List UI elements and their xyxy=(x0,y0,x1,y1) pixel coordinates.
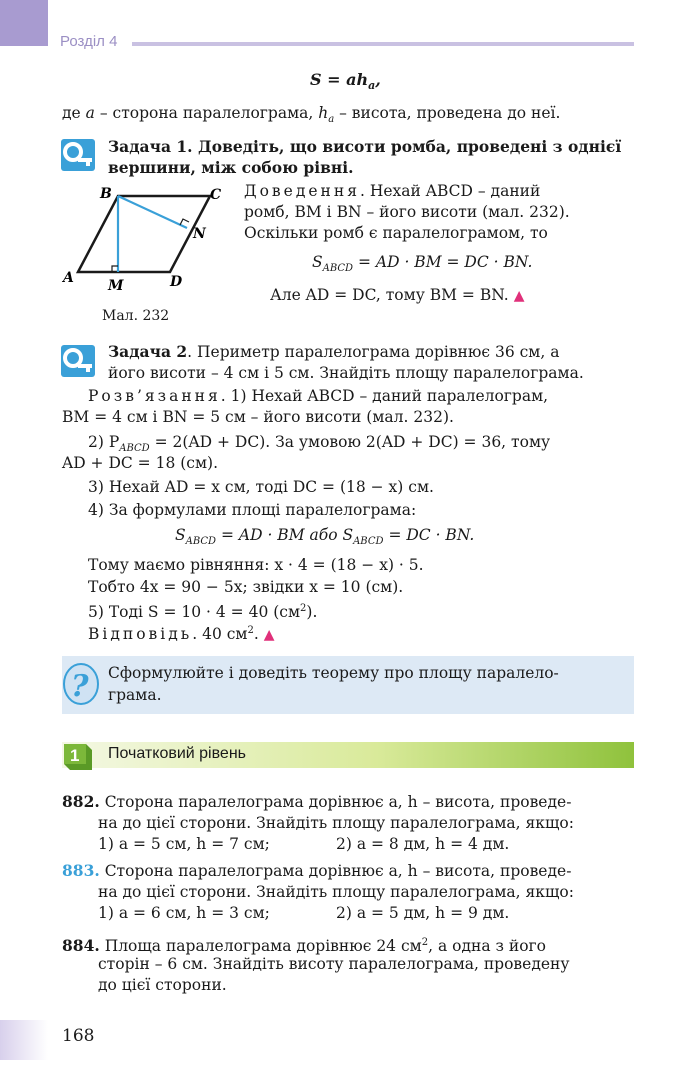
page-number: 168 xyxy=(62,1026,95,1046)
proof-line-2: ромб, BM і BN – його висоти (мал. 232). xyxy=(244,203,570,221)
solution-step: Тобто 4x = 90 − 5x; звідки x = 10 (см). xyxy=(88,578,404,596)
level-title: Початковий рівень xyxy=(108,745,246,762)
vertex-label-c: C xyxy=(210,187,222,203)
proof-formula: $S_{ABCD}$ = AD · BM = DC · BN. xyxy=(312,253,533,275)
figure-caption: Мал. 232 xyxy=(102,308,170,324)
svg-text:?: ? xyxy=(71,669,89,704)
point-label-n: N xyxy=(193,226,206,242)
solution-line-3: 3) Нехай AD = x см, тоді DC = (18 − x) см. xyxy=(88,478,434,496)
solution-line-2b: AD + DC = 18 (см). xyxy=(62,454,218,472)
vertex-label-b: B xyxy=(100,186,112,202)
solution-line-1: Розв’язання. 1) Нехай ABCD – даний паралелограм, xyxy=(88,387,549,405)
svg-text:1: 1 xyxy=(70,746,80,765)
rhombus-figure xyxy=(60,182,235,297)
section-title: Розділ 4 xyxy=(60,33,118,50)
problem-883-line2: на до цієї сторони. Знайдіть площу паралелограма, якщо: xyxy=(98,883,574,901)
question-text: Сформулюйте і доведіть теорему про площу паралело- xyxy=(108,664,559,682)
solution-formulas: $S_{ABCD}$ = AD · BM або $S_{ABCD}$ = DC · BN. xyxy=(175,526,475,548)
area-formula: $S = ah_a$, xyxy=(310,70,381,93)
proof-line-1: Доведення. Нехай ABCD – даний xyxy=(244,182,541,200)
solution-line-1b: BM = 4 см і BN = 5 см – його висоти (мал. 232). xyxy=(62,408,454,426)
problem-882-case1: 1) a = 5 см, h = 7 см; xyxy=(98,835,270,853)
solution-answer: Відповідь. 40 $см^2$. ▲ xyxy=(88,625,275,644)
vertex-label-a: A xyxy=(63,270,74,286)
question-text-cont: грама. xyxy=(108,686,162,704)
chapter-tab xyxy=(0,0,48,46)
task2-statement-cont: його висоти – 4 см і 5 см. Знайдіть площу паралелограма. xyxy=(108,364,584,382)
point-label-m: M xyxy=(108,278,124,294)
definition-line: де a – сторона паралелограма, $h_a$ – висота, проведена до неї. xyxy=(62,104,561,126)
solution-step-5: 5) Тоді S = 10 · 4 = 40 $(см^2)$. xyxy=(88,603,318,622)
problem-882-case2: 2) a = 8 дм, h = 4 дм. xyxy=(336,835,510,853)
header-rule xyxy=(132,42,634,46)
task2-statement: Задача 2. Периметр паралелограма дорівнює 36 см, а xyxy=(108,342,560,361)
key-icon xyxy=(60,138,96,172)
problem-884-line2: сторін – 6 см. Знайдіть висоту паралелограма, проведену xyxy=(98,955,570,973)
problem-884-line3: до цієї сторони. xyxy=(98,976,227,994)
problem-882-line2: на до цієї сторони. Знайдіть площу паралелограма, якщо: xyxy=(98,814,574,832)
proof-line-3: Оскільки ромб є паралелограмом, то xyxy=(244,224,548,242)
page-number-tab xyxy=(0,1020,48,1060)
vertex-label-d: D xyxy=(170,274,183,290)
level-badge-icon xyxy=(60,738,96,772)
problem-883: 883. Сторона паралелограма дорівнює a, h – висота, проведе- xyxy=(62,861,572,880)
problem-884: 884. Площа паралелограма дорівнює 24 $см^2$, а одна з його xyxy=(62,936,546,956)
solution-equation: Тому маємо рівняння: x · 4 = (18 − x) · 5. xyxy=(88,556,424,574)
solution-line-2: 2) $P_{ABCD} = 2(AD + DC)$. За умовою 2(AD + DC) = 36, тому xyxy=(88,433,551,455)
task1-statement: Задача 1. Доведіть, що висоти ромба, проведені з однієї xyxy=(108,137,622,156)
problem-883-case2: 2) a = 5 дм, h = 9 дм. xyxy=(336,904,510,922)
question-mark-icon xyxy=(62,662,100,706)
problem-883-case1: 1) a = 6 см, h = 3 см; xyxy=(98,904,270,922)
solution-line-4: 4) За формулами площі паралелограма: xyxy=(88,501,417,519)
key-icon xyxy=(60,344,96,378)
proof-conclusion: Але AD = DC, тому BM = BN. ▲ xyxy=(270,286,525,304)
task1-statement-cont: вершини, між собою рівні. xyxy=(108,158,354,177)
problem-882: 882. Сторона паралелограма дорівнює a, h – висота, проведе- xyxy=(62,792,572,811)
